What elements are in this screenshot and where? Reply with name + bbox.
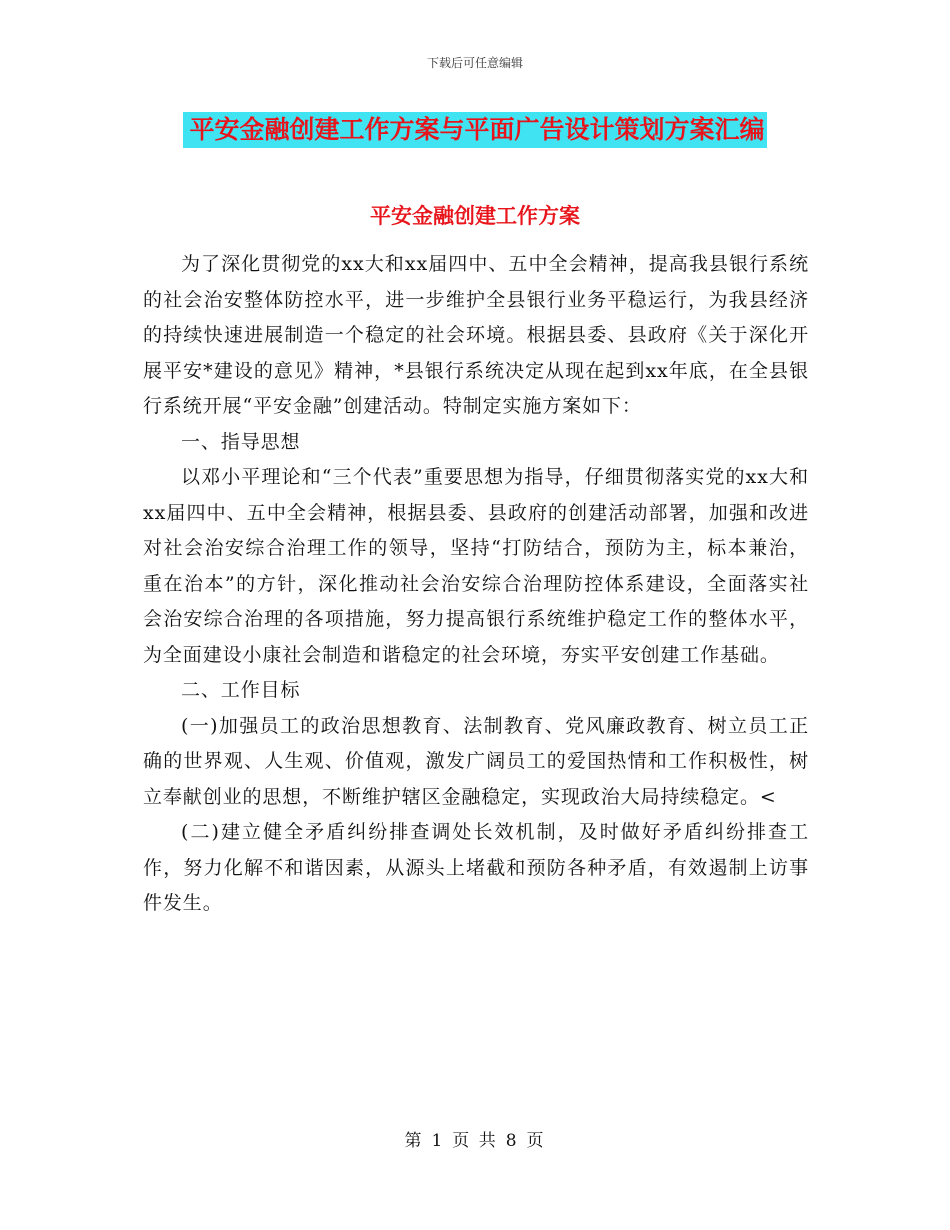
page-header-note: 下载后可任意编辑 <box>426 56 523 70</box>
body-paragraph: (一)加强员工的政治思想教育、法制教育、党风廉政教育、树立员工正确的世界观、人生观、价值观，激发广阔员工的爱国热情和工作积极性，树立奉献创业的思想，不断维护辖区金融稳定，实现政治大局持续稳定。< <box>143 714 809 808</box>
body-paragraph: 以邓小平理论和“三个代表”重要思想为指导，仔细贯彻落实党的xx大和xx届四中、五中全会精神，根据县委、县政府的创建活动部署，加强和改进对社会治安综合治理工作的领导，坚持“打防结合，预防为主，标本兼治，重在治本”的方针，深化推动社会治安综合治理防控体系建设，全面落实社会治安综合治理的各项措施，努力提高银行系统维护稳定工作的整体水平，为全面建设小康社会制造和谐稳定的社会环境，夯实平安创建工作基础。 <box>143 466 809 666</box>
body-paragraph: 为了深化贯彻党的xx大和xx届四中、五中全会精神，提高我县银行系统的社会治安整体防控水平，进一步维护全县银行业务平稳运行，为我县经济的持续快速进展制造一个稳定的社会环境。根据县委、县政府《关于深化开展平安*建设的意见》精神，*县银行系统决定从现在起到xx年底，在全县银行系统开展“平安金融”创建活动。特制定实施方案如下： <box>143 253 809 417</box>
body-paragraph: (二)建立健全矛盾纠纷排查调处长效机制，及时做好矛盾纠纷排查工作，努力化解不和谐因素，从源头上堵截和预防各种矛盾，有效遏制上访事件发生。 <box>143 821 809 914</box>
document-body <box>143 247 809 922</box>
page-footer <box>0 1126 950 1151</box>
document-title-container <box>0 112 950 148</box>
footer-middle: 页 共 <box>452 1131 498 1151</box>
document-title: 平安金融创建工作方案与平面广告设计策划方案汇编 <box>183 112 766 148</box>
section-title: 平安金融创建工作方案 <box>370 204 580 228</box>
footer-page-number: 1 <box>431 1131 445 1151</box>
footer-prefix: 第 <box>404 1131 424 1151</box>
heading-work-goals: 二、工作目标 <box>181 679 301 701</box>
heading-guiding-ideology: 一、指导思想 <box>181 430 301 453</box>
footer-suffix: 页 <box>526 1131 546 1151</box>
footer-total-pages: 8 <box>505 1131 519 1151</box>
